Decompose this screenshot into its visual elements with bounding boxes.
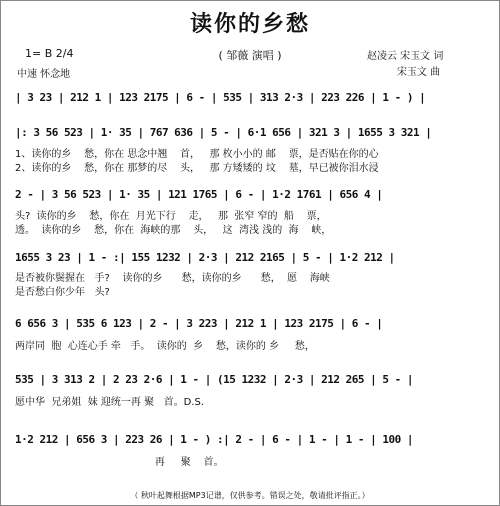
notation-line-6: 535 | 3 313 2 | 2 23 2·6 | 1 - | (15 1232 | 2·3 | 212 265 | 5 - |	[15, 373, 413, 386]
notation-line-2: |: 3 56 523 | 1· 35 | 767 636 | 5 - | 6·1 656 | 321 3 | 1655 3 321 |	[15, 126, 432, 139]
notation-line-4: 1655 3 23 | 1 - :| 155 1232 | 2·3 | 212 2165 | 5 - | 1·2 212 |	[15, 251, 395, 264]
lyric-line: 是否愁白你少年 头?	[15, 287, 110, 298]
composer-credit: 宋玉文 曲	[397, 67, 441, 78]
lyric-line: 透。 读你的乡 愁，你在 海峡的那 头， 这 湾浅 浅的 海 峡，	[15, 225, 332, 236]
notation-line-5: 6 656 3 | 535 6 123 | 2 - | 3 223 | 212 1 | 123 2175 | 6 - |	[15, 317, 383, 330]
lyric-line: 再 聚 首。	[15, 457, 224, 468]
transcription-note: （ 秋叶起舞根据MP3记谱，仅供参考。错误之处，敬请批评指正。）	[130, 491, 370, 500]
lyric-line: 两岸同 胞 心连心手 牵 手。 读你的 乡 愁，读你的 乡 愁，	[15, 341, 315, 352]
lyric-line: 1、读你的乡 愁，你在 思念中翘 首， 那 枚小小的 邮 票，是否贴在你的心	[15, 149, 379, 160]
notation-line-1: | 3 23 | 212 1 | 123 2175 | 6 - | 535 | 313 2·3 | 223 226 | 1 - ) |	[15, 91, 426, 104]
lyric-line: 是否被你鬓握在 手? 读你的乡 愁，读你的乡 愁， 愿 海峡	[15, 273, 330, 284]
notation-line-7: 1·2 212 | 656 3 | 223 26 | 1 - ) :| 2 - | 6 - | 1 - | 1 - | 100 |	[15, 433, 413, 446]
lyric-line: 2、读你的乡 愁，你在 那梦的尽 头， 那 方矮矮的 坟 墓，早已被你泪水浸	[15, 163, 379, 174]
tempo-marking: 中速 怀念地	[17, 69, 71, 80]
lyricist-credit: 赵凌云 宋玉文 词	[367, 51, 444, 62]
key-signature: 1= B 2/4	[25, 47, 74, 60]
song-title: 读你的乡愁	[189, 11, 310, 37]
lyric-line: 愿中华 兄弟姐 妹 迎统一再 聚 首。D.S.	[15, 397, 205, 408]
lyric-line: 头? 读你的乡 愁，你在 月光下行 走， 那 张窄 窄的 船 票，	[15, 211, 327, 222]
singer-line: ( 邹薇 演唱 )	[218, 49, 282, 62]
notation-line-3: 2 - | 3 56 523 | 1· 35 | 121 1765 | 6 - | 1·2 1761 | 656 4 |	[15, 188, 383, 201]
